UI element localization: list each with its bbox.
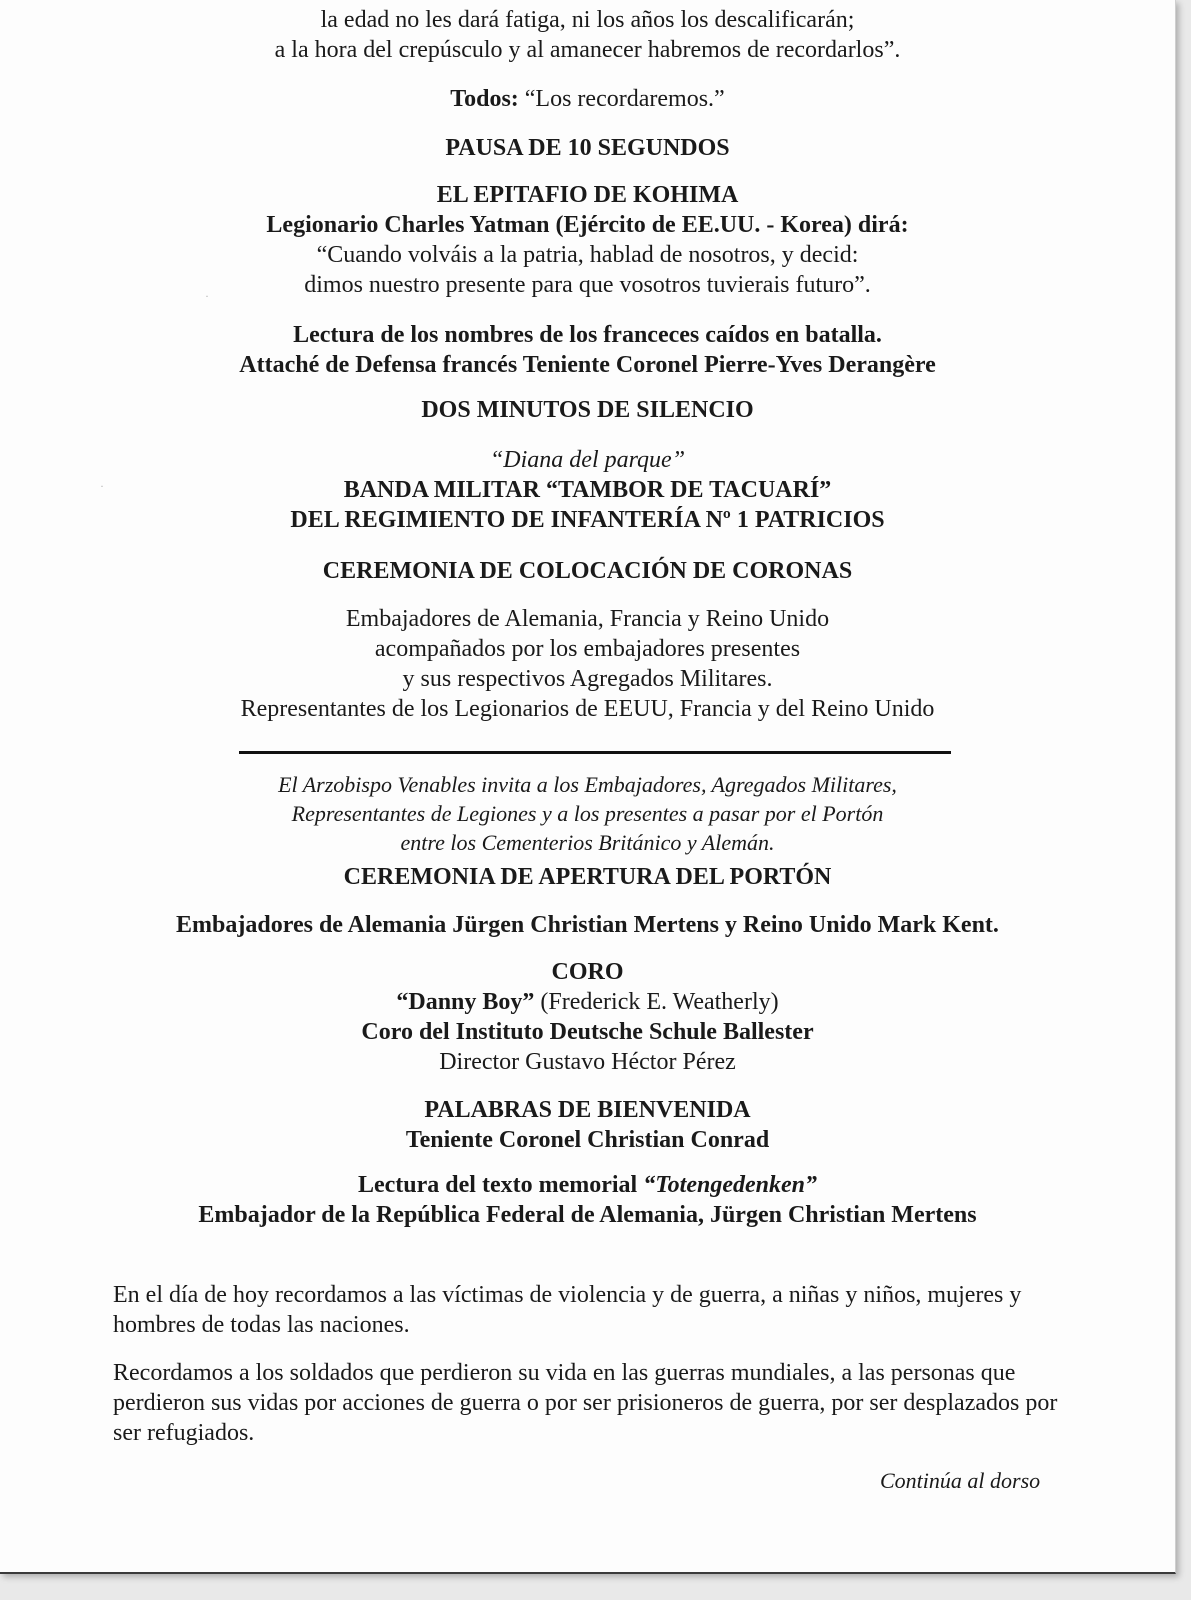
memorial-reading-section — [0, 1170, 1175, 1230]
gate-ceremony-ambassadors: Embajadores de Alemania Jürgen Christian Mertens y Reino Unido Mark Kent. — [176, 912, 999, 938]
gate-ceremony-heading: CEREMONIA DE APERTURA DEL PORTÓN — [343, 864, 832, 890]
welcome-heading: PALABRAS DE BIENVENIDA — [424, 1097, 751, 1123]
scan-speck: · — [205, 289, 209, 303]
poem-line-1: la edad no les dará fatiga, ni los años los descalificarán; — [320, 7, 855, 33]
memorial-prefix: Lectura del texto memorial — [357, 1172, 644, 1198]
kohima-epitaph-section — [0, 180, 1175, 303]
memorial-speaker: Embajador de la República Federal de Alemania, Jürgen Christian Mertens — [198, 1202, 977, 1228]
choir-section — [0, 957, 1175, 1077]
epitaph-speaker: Legionario Charles Yatman (Ejército de EE.UU. - Korea) — [266, 212, 852, 238]
invitation-line: Representantes de Legiones y a los presentes a pasar por el Portón — [291, 801, 884, 826]
choir-song-composer: (Frederick E. Weatherly) — [534, 989, 779, 1015]
section-divider — [239, 751, 951, 754]
wreath-line: Representantes de los Legionarios de EEUU, Francia y del Reino Unido — [240, 696, 935, 722]
choir-song-title: “Danny Boy” — [396, 989, 535, 1015]
memorial-paragraph-2: Recordamos a los soldados que perdieron su vida en las guerras mundiales, a las personas que perdieron sus vidas por acciones de guerra o por ser prisioneros de guerra, por ser desplazados por ser refugiados. — [113, 1360, 1058, 1446]
band-name: BANDA MILITAR “TAMBOR DE TACUARÍ” — [343, 477, 832, 503]
response-label: Todos: — [450, 86, 519, 112]
military-band-section — [0, 445, 1175, 535]
poem-line-2: a la hora del crepúsculo y al amanecer habremos de recordarlos”. — [274, 37, 901, 63]
welcome-section — [0, 1095, 1175, 1155]
epitaph-line-1: “Cuando volváis a la patria, hablad de nosotros, y decid: — [316, 242, 859, 268]
choir-name: Coro del Instituto Deutsche Schule Ballester — [361, 1019, 814, 1045]
names-reading-section — [0, 320, 1175, 380]
invitation-line: El Arzobispo Venables invita a los Embajadores, Agregados Militares, — [278, 772, 897, 797]
wreath-line: y sus respectivos Agregados Militares. — [402, 666, 773, 692]
silence-heading: DOS MINUTOS DE SILENCIO — [421, 397, 754, 423]
epitaph-line-2: dimos nuestro presente para que vosotros tuvierais futuro”. — [304, 272, 871, 298]
names-reading-speaker: Attaché de Defensa francés Teniente Coronel Pierre-Yves Derangère — [239, 352, 936, 378]
archbishop-invitation — [0, 770, 1175, 857]
epitaph-title: EL EPITAFIO DE KOHIMA — [436, 182, 739, 208]
continues-overleaf-note: Continúa al dorso — [880, 1468, 1041, 1493]
wreath-line: Embajadores de Alemania, Francia y Reino Unido — [345, 606, 830, 632]
response-text: “Los recordaremos.” — [518, 86, 725, 112]
choir-heading: CORO — [551, 959, 624, 985]
names-reading-title: Lectura de los nombres de los franceces caídos en batalla. — [293, 322, 882, 348]
scan-speck: · — [100, 479, 104, 493]
welcome-speaker: Teniente Coronel Christian Conrad — [405, 1127, 770, 1153]
choir-director: Director Gustavo Héctor Pérez — [439, 1049, 736, 1075]
congregation-response — [0, 84, 1175, 114]
memorial-paragraph-1: En el día de hoy recordamos a las víctimas de violencia y de guerra, a niñas y niños, mujeres y hombres de todas las naciones. — [113, 1282, 1022, 1338]
wreath-line: acompañados por los embajadores presentes — [374, 636, 801, 662]
wreath-participants — [0, 604, 1175, 724]
epitaph-speaker-suffix: dirá: — [851, 212, 909, 238]
poem-excerpt — [0, 5, 1175, 65]
wreath-ceremony-heading: CEREMONIA DE COLOCACIÓN DE CORONAS — [322, 558, 853, 584]
band-piece-title: “Diana del parque” — [489, 447, 686, 473]
memorial-title: “Totengedenken” — [643, 1172, 817, 1198]
band-regiment: DEL REGIMIENTO DE INFANTERÍA Nº 1 PATRICIOS — [290, 507, 885, 533]
pause-heading: PAUSA DE 10 SEGUNDOS — [445, 135, 730, 161]
invitation-line: entre los Cementerios Británico y Alemán. — [400, 830, 775, 855]
